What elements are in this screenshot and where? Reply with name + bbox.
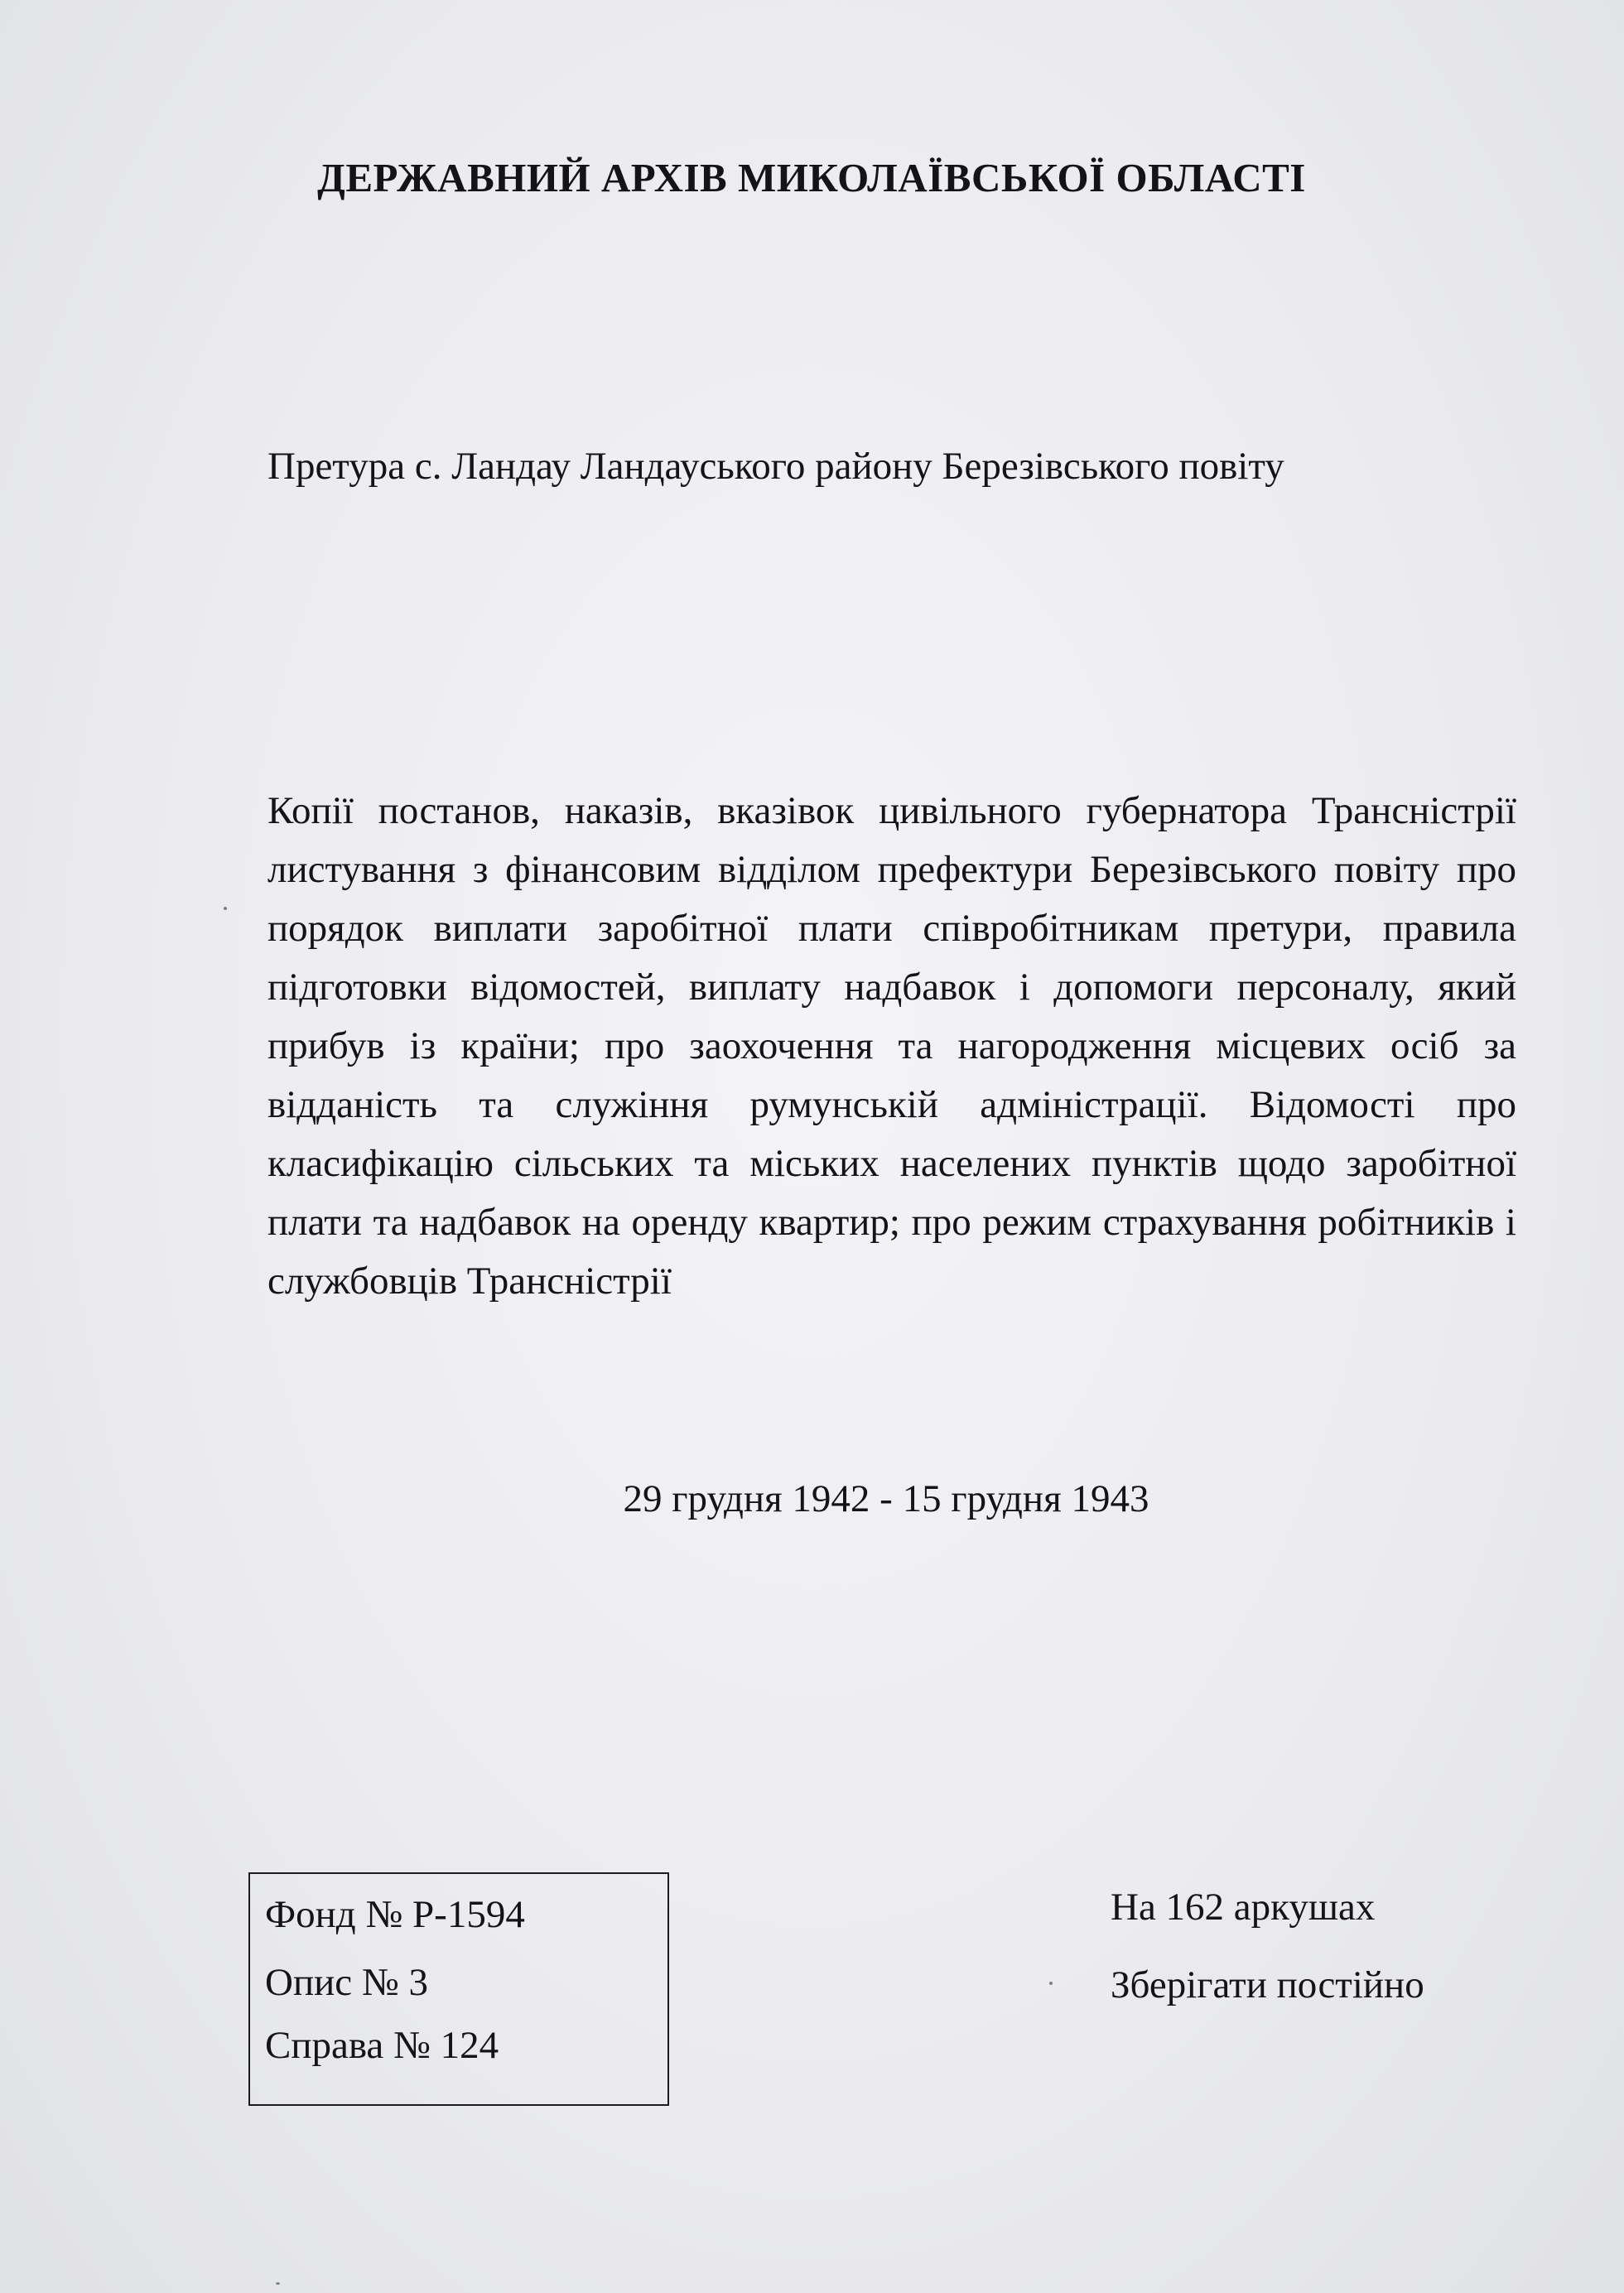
file-description: Копії постанов, наказів, вказівок цивільного губернатора Трансністрії листування з фінансовим відділом префектури Березівського повіту про порядок виплати заробітної плати співробітникам претури, правила підготовки відомостей, виплату надбавок і допомоги персоналу, який прибув із країни; про заохочення та нагородження місцевих осіб за відданість та служіння румунській адміністрації. Відомості про класифікацію сільських та міських населених пунктів щодо заробітної плати та надбавок на оренду квартир; про режим страхування робітників і службовців Трансністрії [267,789,1516,1303]
reference-box [248,1872,669,2106]
case-number: Справа № 124 [265,2024,499,2067]
inventory-number: Опис № 3 [265,1961,428,2004]
paper-speck [1049,1982,1053,1985]
fund-name: Претура с. Ландау Ландауського району Березівського повіту [267,445,1284,488]
paper-speck [276,2282,280,2285]
paper-speck [224,907,227,910]
date-range: 29 грудня 1942 - 15 грудня 1943 [623,1477,1149,1520]
fund-number: Фонд № Р-1594 [265,1893,525,1936]
retention-note: Зберігати постійно [1111,1963,1424,2006]
archive-title: ДЕРЖАВНИЙ АРХІВ МИКОЛАЇВСЬКОЇ ОБЛАСТІ [317,155,1306,200]
sheet-count: На 162 аркушах [1111,1886,1376,1929]
